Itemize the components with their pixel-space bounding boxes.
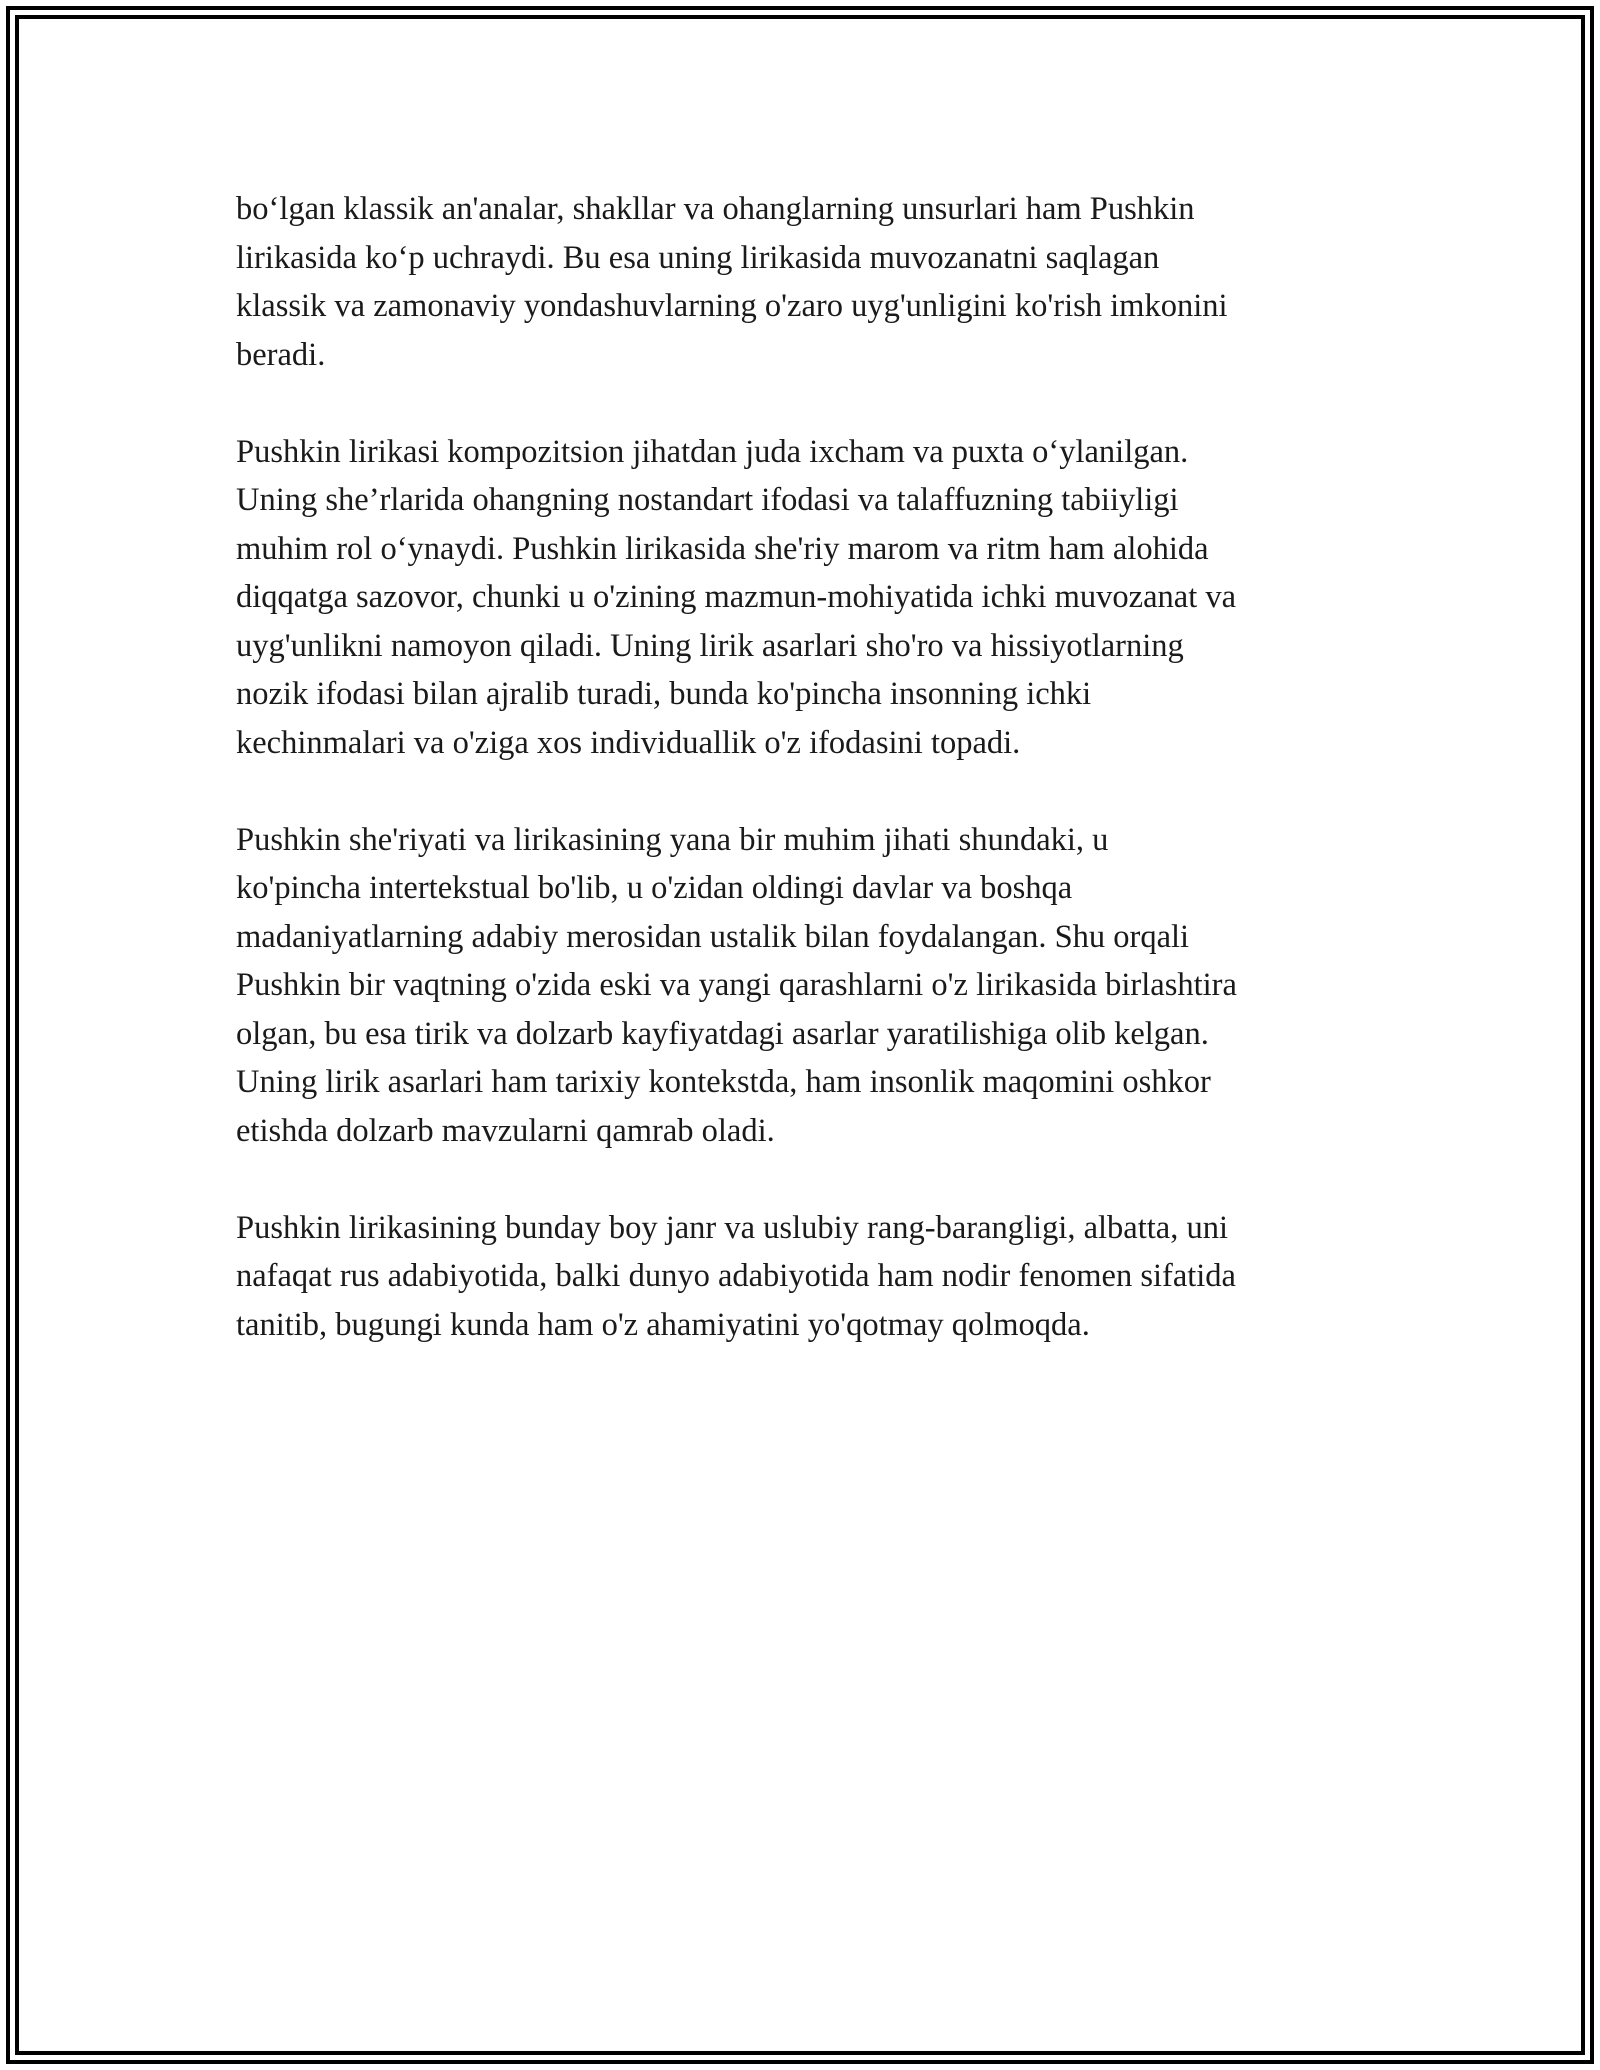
document-body — [236, 185, 1376, 1398]
paragraph-2: Pushkin lirikasi kompozitsion jihatdan juda ixcham va puxta o‘ylanilgan. Uning she’rlarida ohangning nostandart ifodasi va talaffuzning tabiiyligi muhim rol o‘ynaydi. Pushkin lirikasida she'riy marom va ritm ham alohida diqqatga sazovor, chunki u o'zining mazmun-mohiyatida ichki muvozanat va uyg'unlikni namoyon qiladi. Uning lirik asarlari sho'ro va hissiyotlarning nozik ifodasi bilan ajralib turadi, bunda ko'pincha insonning ichki kechinmalari va o'ziga xos individuallik o'z ifodasini topadi. — [236, 433, 1237, 761]
paragraph-1: bo‘lgan klassik an'analar, shakllar va ohanglarning unsurlari ham Pushkin lirikasida ko‘p uchraydi. Bu esa uning lirikasida muvozanatni saqlagan klassik va zamonaviy yondashuvlarning o'zaro uyg'unligini ko'rish imkonini beradi. — [236, 191, 1228, 373]
paragraph-3: Pushkin she'riyati va lirikasining yana bir muhim jihati shundaki, u ko'pincha intertekstual bo'lib, u o'zidan oldingi davlar va boshqa madaniyatlarning adabiy merosidan ustalik bilan foydalangan. Shu orqali Pushkin bir vaqtning o'zida eski va yangi qarashlarni o'z lirikasida birlashtira olgan, bu esa tirik va dolzarb kayfiyatdagi asarlar yaratilishiga olib kelgan. Uning lirik asarlari ham tarixiy kontekstda, ham insonlik maqomini oshkor etishda dolzarb mavzularni qamrab oladi. — [236, 821, 1237, 1149]
paragraph-4: Pushkin lirikasining bunday boy janr va uslubiy rang-barangligi, albatta, uni nafaqat rus adabiyotida, balki dunyo adabiyotida ham nodir fenomen sifatida tanitib, bugungi kunda ham o'z ahamiyatini yo'qotmay qolmoqda. — [236, 1209, 1236, 1343]
